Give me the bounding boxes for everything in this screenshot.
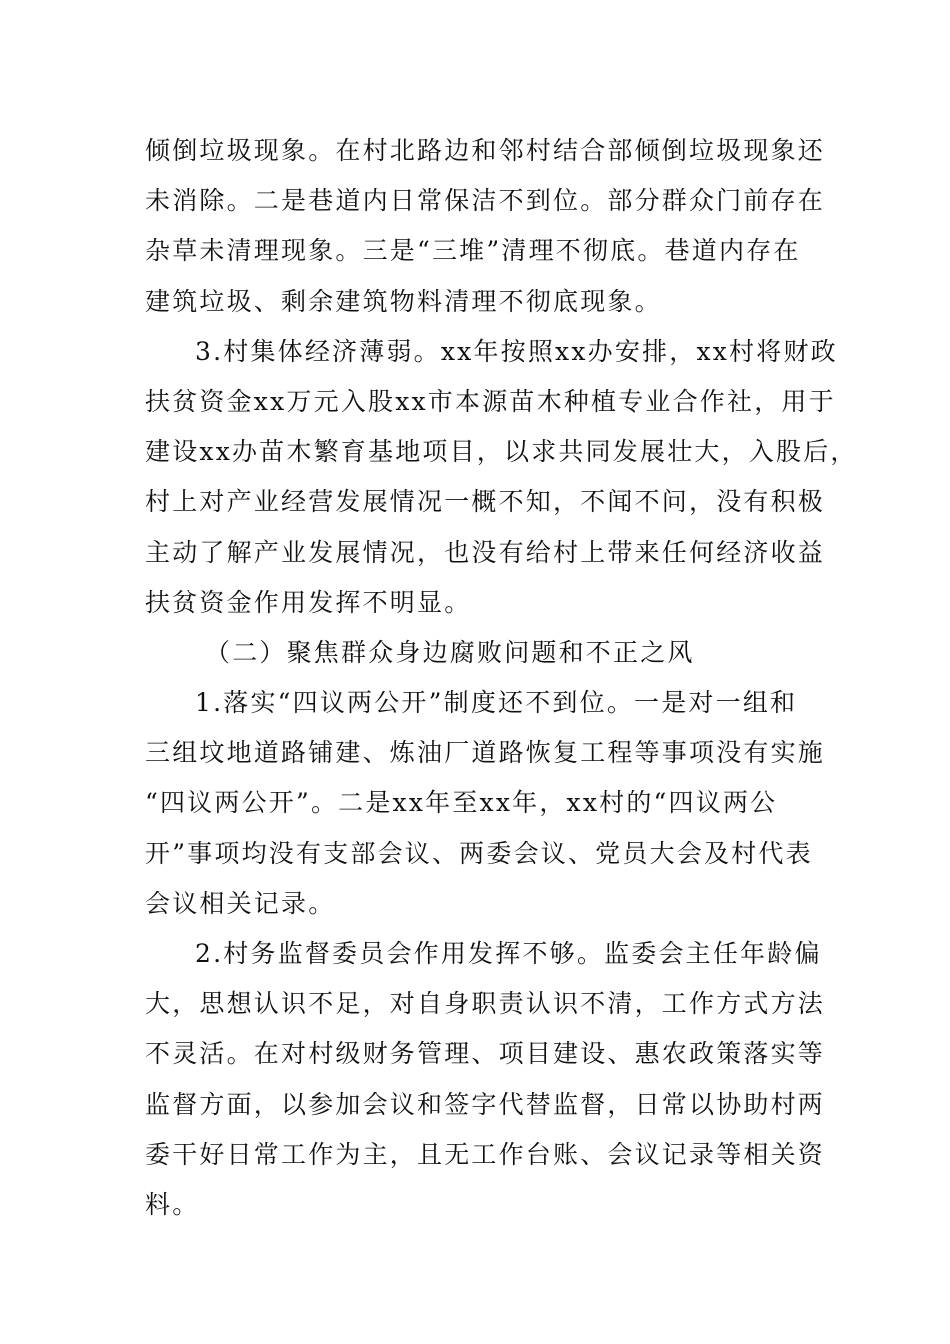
section-heading-2: （二）聚焦群众身边腐败问题和不正之风 xyxy=(205,637,695,667)
text-line: 大，思想认识不足，对自身职责认识不清，工作方式方法 xyxy=(145,989,826,1019)
text-line: 料。 xyxy=(145,1189,200,1219)
paragraph-heading-1: 1.落实“四议两公开”制度还不到位。一是对一组和 xyxy=(195,688,798,718)
text-line: 监督方面，以参加会议和签字代替监督，日常以协助村两 xyxy=(145,1089,826,1119)
text-line: 建筑垃圾、剩余建筑物料清理不彻底现象。 xyxy=(145,286,662,316)
text-line: 委干好日常工作为主，且无工作台账、会议记录等相关资 xyxy=(145,1139,826,1169)
text-line: 三组坟地道路铺建、炼油厂道路恢复工程等事项没有实施 xyxy=(145,738,826,768)
paragraph-heading-2: 2.村务监督委员会作用发挥不够。监委会主任年龄偏 xyxy=(195,939,822,968)
text-line: 村上对产业经营发展情况一概不知，不闻不问，没有积极 xyxy=(145,487,826,517)
text-line: 不灵活。在对村级财务管理、项目建设、惠农政策落实等 xyxy=(145,1039,826,1069)
document-body xyxy=(145,126,858,1230)
text-line: 扶贫资金xx万元入股xx市本源苗木种植专业合作社，用于 xyxy=(145,386,836,416)
paragraph-heading-3: 3.村集体经济薄弱。xx年按照xx办安排，xx村将财政 xyxy=(195,336,838,366)
text-line: 未消除。二是巷道内日常保洁不到位。部分群众门前存在 xyxy=(145,186,826,216)
text-line: “四议两公开”。二是xx年至xx年，xx村的“四议两公 xyxy=(145,788,778,818)
text-line: 倾倒垃圾现象。在村北路边和邻村结合部倾倒垃圾现象还 xyxy=(145,136,826,165)
text-line: 扶贫资金作用发挥不明显。 xyxy=(145,587,472,617)
text-line: 建设xx办苗木繁育基地项目，以求共同发展壮大，入股后， xyxy=(145,437,858,467)
text-line: 会议相关记录。 xyxy=(145,888,336,918)
text-line: 杂草未清理现象。三是“三堆”清理不彻底。巷道内存在 xyxy=(145,236,801,266)
text-line: 开”事项均没有支部会议、两委会议、党员大会及村代表 xyxy=(145,838,813,868)
text-line: 主动了解产业发展情况，也没有给村上带来任何经济收益 xyxy=(145,537,826,567)
